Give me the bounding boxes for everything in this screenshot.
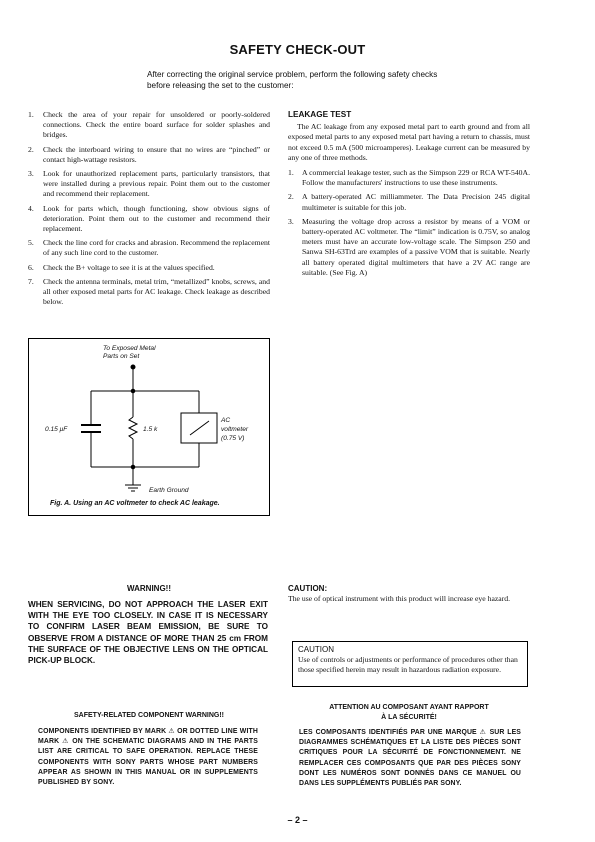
safety-warning-heading: SAFETY-RELATED COMPONENT WARNING!! bbox=[74, 712, 224, 719]
page-title: SAFETY CHECK-OUT bbox=[229, 42, 366, 57]
caution-box-heading: CAUTION bbox=[298, 645, 334, 654]
list-text: Check the interboard wiring to ensure that no wires are “pinched” or contact high-wattage resistors. bbox=[43, 144, 270, 164]
warning-body: WHEN SERVICING, DO NOT APPROACH THE LASER EXIT WITH THE EYE TOO CLOSELY. IN CASE IT IS NECESSARY TO CONFIRM LASER BEAM EMISSION, BE SURE TO OBSERVE FROM A DISTANCE OF MORE THAN 25 cm FROM THE SURFACE OF THE OBJECTIVE LENS ON THE OPTICAL PICK-UP BLOCK. bbox=[28, 600, 268, 666]
list-item bbox=[288, 217, 530, 278]
list-text: Check the line cord for cracks and abrasion. Recommend the replacement of any such line cord to the customer. bbox=[43, 238, 270, 258]
figure-a bbox=[28, 338, 270, 516]
leakage-body: The AC leakage from any exposed metal part to earth ground and from all exposed metal parts to any exposed metal part having a return to chassis, must not exceed 0.5 mA (500 microamperes). Leakage current can be measured by any one of three methods. bbox=[288, 122, 530, 162]
list-item bbox=[28, 169, 270, 200]
list-number: 3. bbox=[28, 169, 34, 179]
list-number: 7. bbox=[28, 276, 34, 286]
list-item bbox=[28, 238, 270, 258]
list-text: Check the antenna terminals, metal trim, “metallized” knobs, screws, and all other exposed metal parts for AC leakage. Check leakage as described below. bbox=[43, 276, 270, 307]
list-text: Check the area of your repair for unsoldered or poorly-soldered connections. Check the entire board surface for solder splashes and bridges. bbox=[43, 110, 270, 140]
section-heading: LEAKAGE TEST bbox=[288, 110, 352, 119]
label-voltmeter: voltmeter bbox=[221, 426, 249, 433]
meter-needle-icon bbox=[190, 421, 209, 435]
warning-heading: WARNING!! bbox=[127, 584, 171, 593]
list-item bbox=[28, 263, 270, 273]
label-capacitor: 0.15 μF bbox=[45, 426, 68, 433]
label-ac: AC bbox=[221, 417, 231, 424]
page-number: – 2 – bbox=[287, 815, 308, 825]
list-item bbox=[288, 192, 530, 212]
list-number: 6. bbox=[28, 262, 34, 272]
list-text: Look for unauthorized replacement parts, particularly transistors, that were installed during a previous repair. Point them out to the customer and recommend their replacement. bbox=[43, 169, 270, 199]
list-number: 2. bbox=[28, 144, 34, 154]
safety-check-list bbox=[28, 110, 270, 311]
french-heading-line-1: ATTENTION AU COMPOSANT AYANT RAPPORT bbox=[329, 704, 489, 711]
list-item bbox=[288, 168, 530, 188]
list-text: Look for parts which, though functioning, show obvious signs of deterioration. Point them out to the customer and recommend their replacement. bbox=[43, 203, 270, 234]
label-resistor: 1.5 k bbox=[143, 426, 158, 433]
list-text: A commercial leakage tester, such as the Simpson 229 or RCA WT-540A. Follow the manufacturers' instructions to use these instruments. bbox=[302, 168, 530, 188]
list-number: 1. bbox=[288, 168, 294, 178]
label-voltage: (0.75 V) bbox=[221, 435, 245, 442]
list-text: Measuring the voltage drop across a resistor by means of a VOM or battery-operated AC voltmeter. The “limit” indication is 0.75V, so analog meters must have an accurate low-voltage scale. The Simpson 250 and Sanwa SH-63Trd are examples of a passive VOM that is suitable. Nearly all battery operated digital multimeters that have a 2V AC range are suitable. (See Fig. A) bbox=[302, 216, 530, 277]
leakage-test-section bbox=[288, 110, 530, 282]
caution-box-body: Use of controls or adjustments or performance of procedures other than those specified herein may result in hazardous radiation exposure. bbox=[298, 655, 518, 675]
list-text: A battery-operated AC milliammeter. The Data Precision 245 digital multimeter is suitable for this job. bbox=[302, 192, 530, 212]
list-item bbox=[28, 277, 270, 308]
french-warning-heading bbox=[288, 703, 530, 722]
list-item bbox=[28, 110, 270, 141]
list-number: 5. bbox=[28, 238, 34, 248]
caution-body: The use of optical instrument with this product will increase eye hazard. bbox=[288, 594, 511, 603]
safety-warning-body: COMPONENTS IDENTIFIED BY MARK ⚠ OR DOTTED LINE WITH MARK ⚠ ON THE SCHEMATIC DIAGRAMS AND IN THE PARTS LIST ARE CRITICAL TO SAFE OPERATION. REPLACE THESE COMPONENTS WITH SONY PARTS WHOSE PART NUMBERS APPEAR AS SHOWN IN THIS MANUAL OR IN SUPPLEMENTS PUBLISHED BY SONY. bbox=[38, 728, 258, 787]
label-exposed-metal: To Exposed Metal bbox=[103, 345, 156, 352]
label-earth-ground: Earth Ground bbox=[149, 487, 189, 494]
list-item bbox=[28, 204, 270, 235]
french-heading-line-2: À LA SÉCURITÉ! bbox=[381, 713, 437, 721]
label-parts-on-set: Parts on Set bbox=[103, 353, 140, 360]
list-text: Check the B+ voltage to see it is at the values specified. bbox=[43, 262, 215, 272]
caution-heading: CAUTION: bbox=[288, 584, 328, 593]
caution-box bbox=[292, 641, 528, 687]
intro-text: After correcting the original service problem, perform the following safety checks before releasing the set to the customer: bbox=[147, 70, 438, 90]
list-number: 4. bbox=[28, 203, 34, 213]
leakage-method-list bbox=[288, 168, 530, 278]
resistor-zigzag-icon bbox=[129, 417, 137, 439]
list-number: 3. bbox=[288, 216, 294, 226]
list-number: 2. bbox=[288, 192, 294, 202]
list-number: 1. bbox=[28, 110, 34, 119]
figure-caption: Fig. A. Using an AC voltmeter to check AC leakage. bbox=[50, 500, 220, 507]
list-item bbox=[28, 145, 270, 165]
french-warning-body: LES COMPOSANTS IDENTIFIÉS PAR UNE MARQUE ⚠ SUR LES DIAGRAMMES SCHÉMATIQUES ET LA LISTE DES PIÈCES SONT CRITIQUES POUR LA SÉCURITÉ DE FONCTIONNEMENT. NE REMPLACER CES COMPOSANTS QUE PAR DES PIÈCES SONY DONT LES NUMÉROS SONT DONNÉS DANS CE MANUEL OU DANS LES SUPPLÉMENTS PUBLIÉS PAR SONY. bbox=[299, 729, 521, 788]
